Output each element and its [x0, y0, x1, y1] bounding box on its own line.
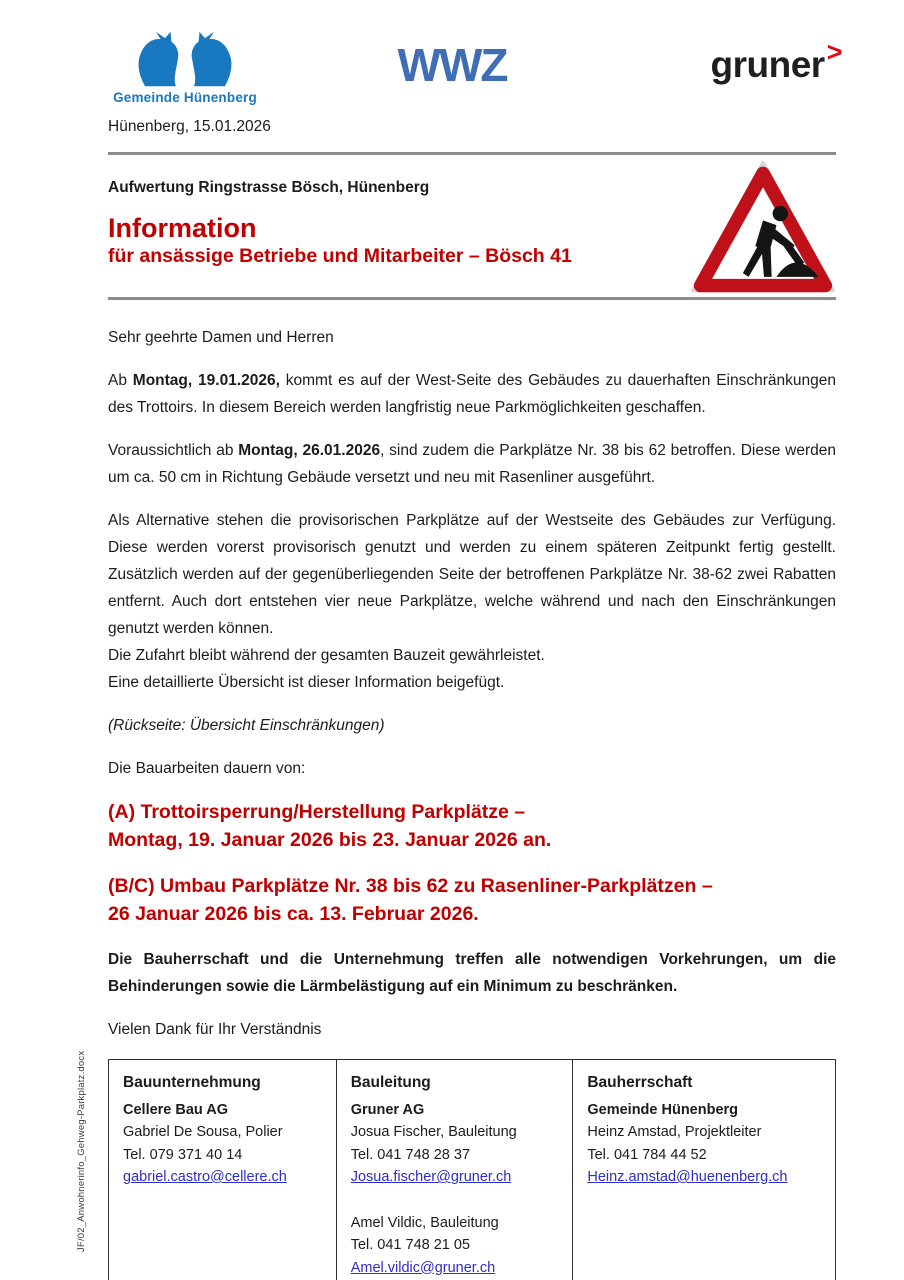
phase-a-line1: (A) Trottoirsperrung/Herstellung Parkplätze – [108, 801, 526, 823]
paragraph-2-bold-date: Montag, 26.01.2026 [238, 442, 381, 459]
company-name: Cellere Bau AG [123, 1101, 229, 1118]
contact-phone: Tel. 041 748 21 05 [350, 1237, 471, 1253]
contact-phone: Tel. 041 748 28 37 [350, 1146, 471, 1163]
date-line: Hünenberg, 15.01.2026 [108, 118, 271, 135]
salutation: Sehr geehrte Damen und Herren [108, 329, 334, 346]
gemeinde-huenenberg-logo [100, 30, 270, 105]
contact-email-link[interactable]: Heinz.amstad@huenenberg.ch [587, 1169, 788, 1185]
document-filename-vertical: JF/02_Anwohnerinfo_Gehweg-Parkplatz.docx [76, 1050, 87, 1252]
contact-block [123, 1121, 322, 1189]
paragraph-2-text: Voraussichtlich ab [108, 442, 239, 459]
wwz-logo: WWZ [397, 39, 507, 91]
project-title: Aufwertung Ringstrasse Bösch, Hünenberg [108, 179, 430, 196]
phase-bc-line2: 26 Januar 2026 bis ca. 13. Februar 2026. [108, 903, 479, 925]
paragraph-1-text: Ab [108, 372, 133, 389]
paragraph-1-bold-date: Montag, 19.01.2026, [132, 372, 280, 389]
phase-bc-line1: (B/C) Umbau Parkplätze Nr. 38 bis 62 zu Rasenliner-Parkplätzen – [108, 875, 713, 897]
gruner-logo [710, 37, 842, 86]
company-name: Gemeinde Hünenberg [587, 1101, 739, 1118]
contacts-column-bauherrschaft [572, 1060, 835, 1280]
backside-note: (Rückseite: Übersicht Einschränkungen) [108, 717, 385, 734]
construction-sign-icon [684, 157, 842, 299]
duration-intro: Die Bauarbeiten dauern von: [108, 760, 306, 777]
gruner-arrow-icon: > [826, 37, 842, 67]
thanks-line: Vielen Dank für Ihr Verständnis [108, 1021, 322, 1038]
contacts-column-bauleitung [336, 1060, 573, 1280]
contact-name: Amel Vildic, Bauleitung [350, 1214, 499, 1231]
contact-block [587, 1121, 821, 1189]
paragraph-1 [108, 367, 836, 421]
paragraph-4: Die Zufahrt bleibt während der gesamten Bauzeit gewährleistet. [108, 647, 545, 664]
paragraph-5: Eine detaillierte Übersicht ist dieser Information beigefügt. [108, 674, 505, 691]
page-title: Information [108, 213, 257, 243]
phase-bc-heading [108, 872, 836, 928]
letter-body [0, 300, 904, 1043]
contact-block [351, 1121, 559, 1189]
contact-name: Josua Fischer, Bauleitung [350, 1124, 517, 1140]
contact-email-link[interactable]: Josua.fischer@gruner.ch [350, 1169, 512, 1185]
contact-name: Gabriel De Sousa, Polier [123, 1124, 283, 1140]
gemeinde-huenenberg-crest-icon [129, 30, 241, 88]
contact-phone: Tel. 041 784 44 52 [587, 1146, 707, 1163]
column-header: Bauleitung [350, 1074, 431, 1091]
column-header: Bauherrschaft [587, 1074, 693, 1091]
contact-email-link[interactable]: Amel.vildic@gruner.ch [350, 1259, 496, 1276]
gruner-logo-text: gruner [710, 44, 825, 85]
paragraph-3: Als Alternative stehen die provisorischen Parkplätze auf der Westseite des Gebäudes zur Verfügung. Diese werden vorerst provisorisch genutzt und werden zu einem späteren Zeitpunkt fertig gestellt. Zusätzlich werden auf der gegenüberliegenden Seite der betroffenen Parkplätze Nr. 38-62 zwei Rabatten entfernt. Auch dort entstehen vier neue Parkplätze, welche während und nach den Einschränkungen genutzt werden können. [108, 512, 836, 637]
contact-block [351, 1212, 559, 1280]
paragraph-2-text-cont: , sind zudem die Parkplätze Nr. 38 bis 62 betroffen. Diese werden um ca. 50 cm in Richtung Gebäude versetzt und neu mit Rasenliner ausgeführt. [108, 442, 836, 486]
phase-a-line2: Montag, 19. Januar 2026 bis 23. Januar 2026 an. [108, 829, 552, 851]
page-subtitle: für ansässige Betriebe und Mitarbeiter – Bösch 41 [108, 245, 572, 267]
company-name: Gruner AG [350, 1101, 425, 1118]
contacts-table [108, 1059, 836, 1280]
phase-a-heading [108, 798, 836, 854]
contact-phone: Tel. 079 371 40 14 [123, 1146, 243, 1163]
paragraph-2 [108, 437, 836, 491]
contact-email-link[interactable]: gabriel.castro@cellere.ch [123, 1169, 287, 1185]
contacts-column-bauunternehmung [109, 1060, 336, 1280]
title-block [108, 155, 836, 297]
gemeinde-logo-label: Gemeinde Hünenberg [113, 90, 257, 105]
letterhead [0, 0, 904, 152]
contact-name: Heinz Amstad, Projektleiter [587, 1124, 762, 1140]
column-header: Bauunternehmung [123, 1074, 261, 1091]
paragraph-1-text-cont: kommt es auf der West-Seite des Gebäudes zu dauerhaften Einschränkungen des Trottoirs. In diesem Bereich werden langfristig neue Parkmöglichkeiten geschaffen. [108, 372, 836, 416]
closing-statement: Die Bauherrschaft und die Unternehmung treffen alle notwendigen Vorkehrungen, um die Behinderungen sowie die Lärmbelästigung auf ein Minimum zu beschränken. [108, 951, 836, 995]
